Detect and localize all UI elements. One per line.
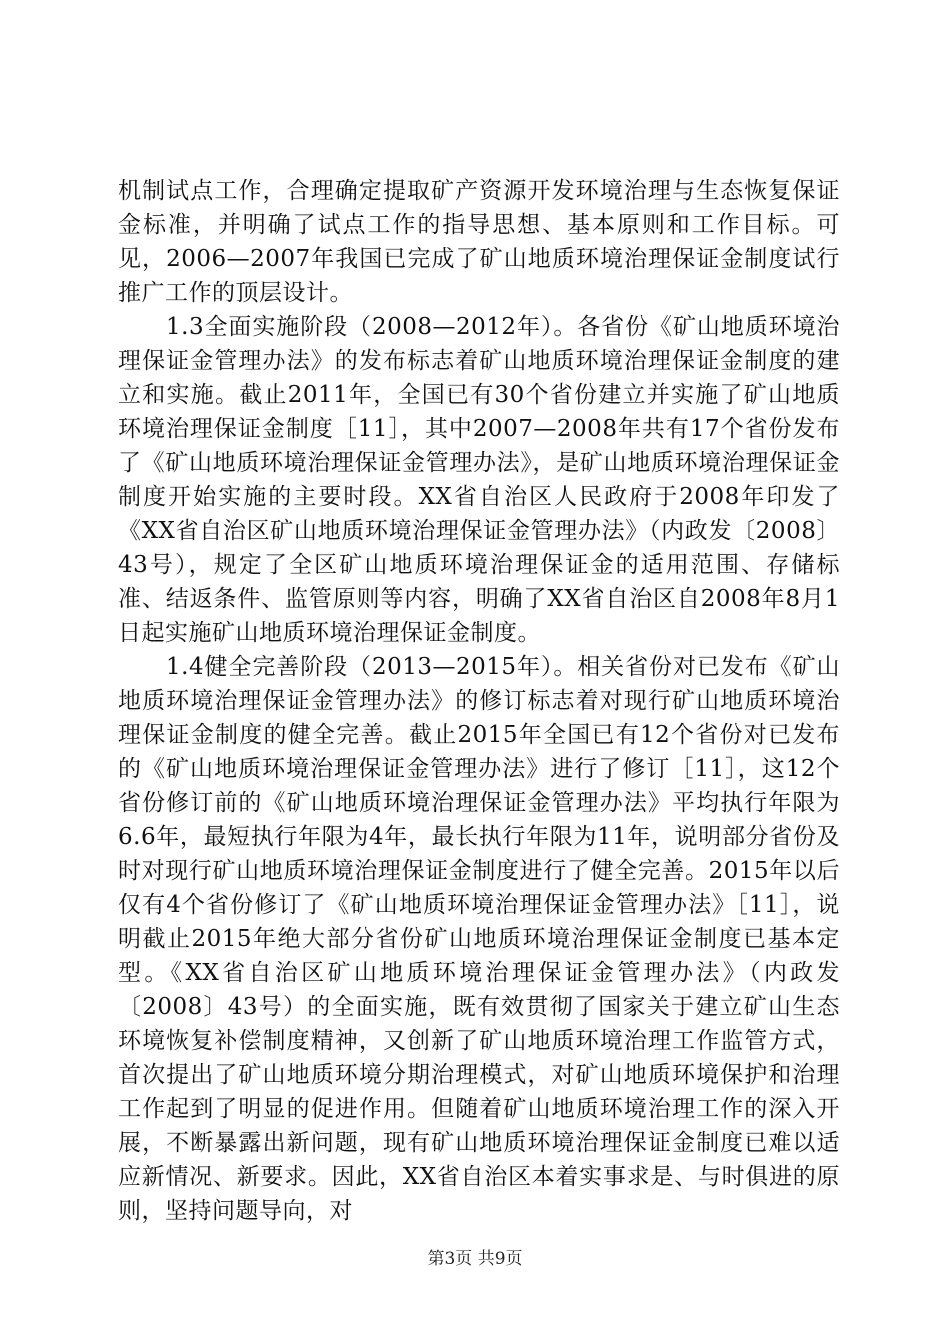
page-footer: [0, 1244, 950, 1269]
body-text: [118, 174, 840, 1228]
paragraph-2: 1.3全面实施阶段（2008—2012年）。各省份《矿山地质环境治理保证金管理办法》的发布标志着矿山地质环境治理保证金制度的建立和实施。截止2011年，全国已有30个省份建立并实施了矿山地质环境治理保证金制度［11］，其中2007—2008年共有17个省份发布了《矿山地质环境治理保证金管理办法》，是矿山地质环境治理保证金制度开始实施的主要时段。XX省自治区人民政府于2008年印发了《XX省自治区矿山地质环境治理保证金管理办法》（内政发〔2008〕43号），规定了全区矿山地质环境治理保证金的适用范围、存储标准、结返条件、监管原则等内容，明确了XX省自治区自2008年8月1日起实施矿山地质环境治理保证金制度。: [118, 314, 840, 646]
paragraph-3: 1.4健全完善阶段（2013—2015年）。相关省份对已发布《矿山地质环境治理保证金管理办法》的修订标志着对现行矿山地质环境治理保证金制度的健全完善。截止2015年全国已有12个省份对已发布的《矿山地质环境治理保证金管理办法》进行了修订［11］，这12个省份修订前的《矿山地质环境治理保证金管理办法》平均执行年限为6.6年，最短执行年限为4年，最长执行年限为11年，说明部分省份及时对现行矿山地质环境治理保证金制度进行了健全完善。2015年以后仅有4个省份修订了《矿山地质环境治理保证金管理办法》［11］，说明截止2015年绝大部分省份矿山地质环境治理保证金制度已基本定型。《XX省自治区矿山地质环境治理保证金管理办法》（内政发〔2008〕43号）的全面实施，既有效贯彻了国家关于建立矿山生态环境恢复补偿制度精神，又创新了矿山地质环境治理工作监管方式，首次提出了矿山地质环境分期治理模式，对矿山地质环境保护和治理工作起到了明显的促进作用。但随着矿山地质环境治理工作的深入开展，不断暴露出新问题，现有矿山地质环境治理保证金制度已难以适应新情况、新要求。因此，XX省自治区本着实事求是、与时俱进的原则，坚持问题导向，对: [118, 654, 840, 1224]
paragraph-1: 机制试点工作，合理确定提取矿产资源开发环境治理与生态恢复保证金标准，并明确了试点工作的指导思想、基本原则和工作目标。可见，2006—2007年我国已完成了矿山地质环境治理保证金制度试行推广工作的顶层设计。: [118, 178, 840, 306]
page-number: 第3页 共9页: [427, 1249, 523, 1269]
